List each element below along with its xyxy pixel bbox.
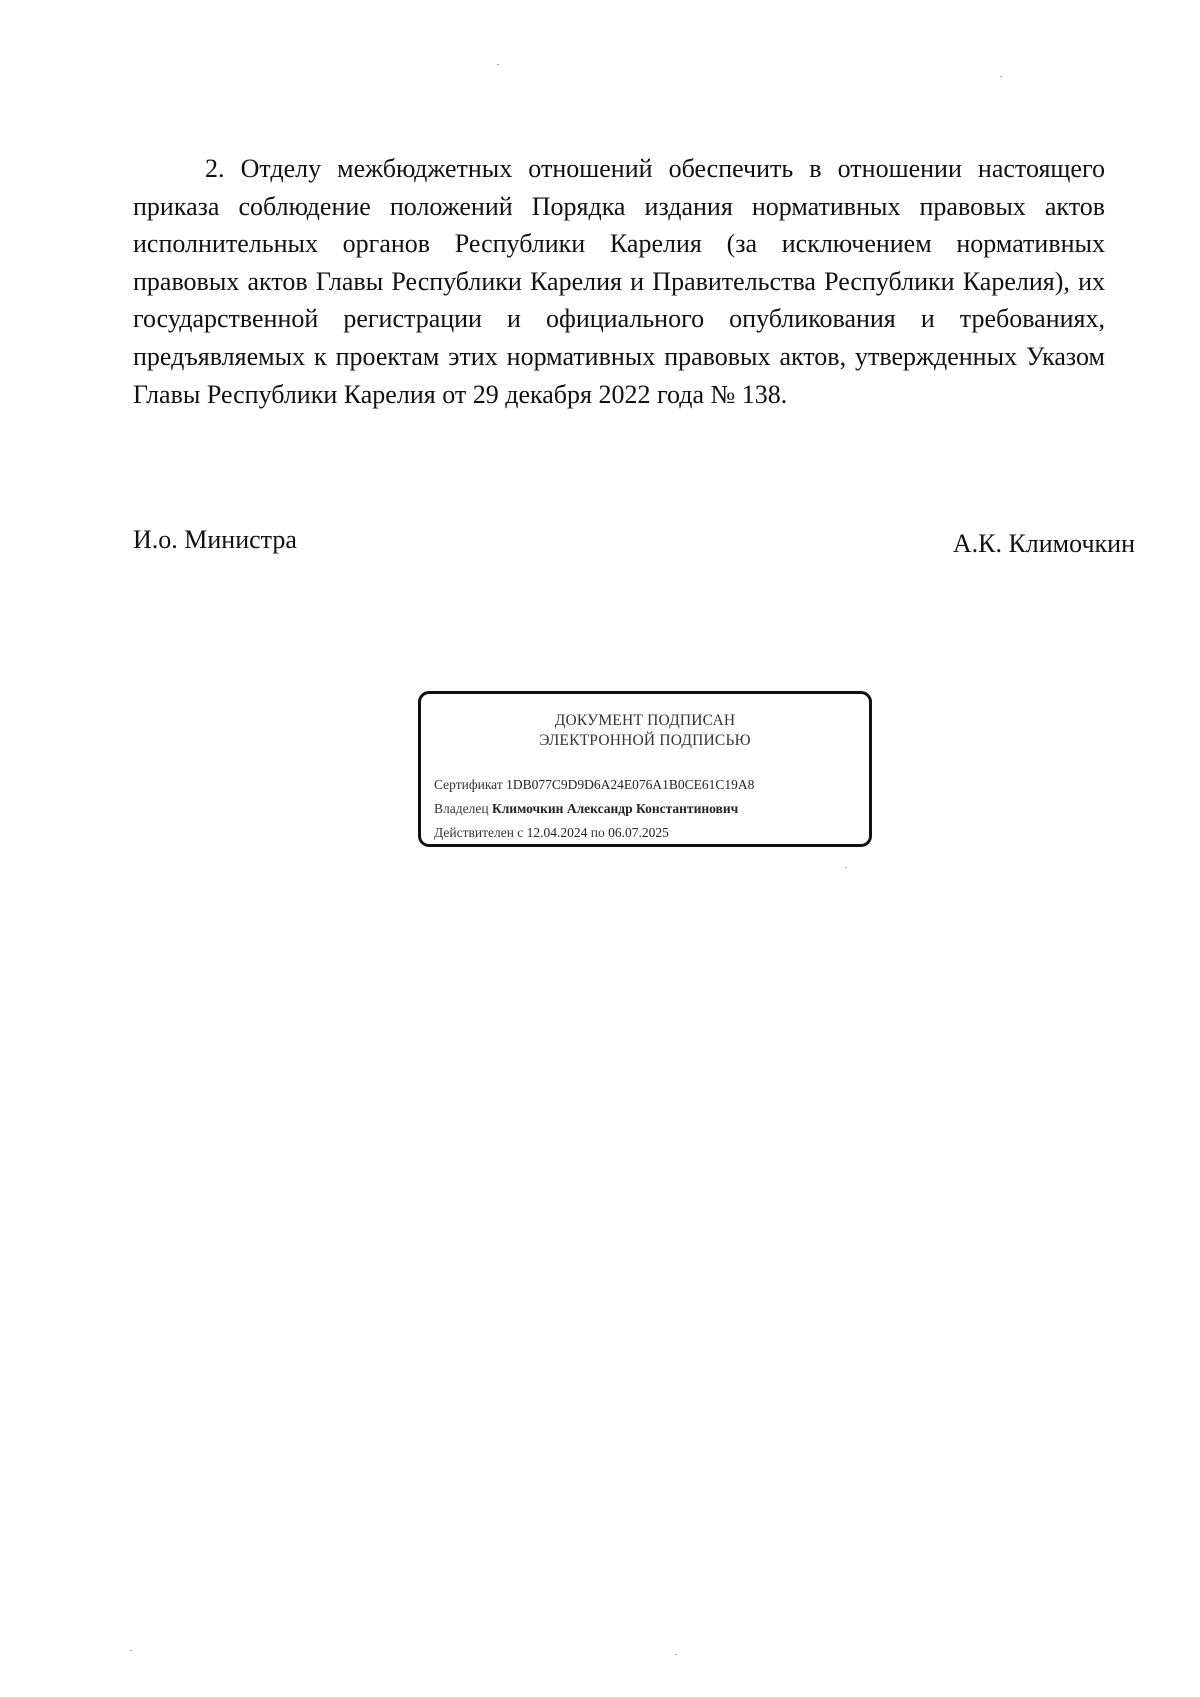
electronic-signature-stamp	[418, 691, 872, 847]
valid-label: Действителен с	[434, 825, 524, 840]
valid-to: 06.07.2025	[608, 825, 669, 840]
valid-from: 12.04.2024	[526, 825, 588, 840]
stamp-header-line-2: ЭЛЕКТРОННОЙ ПОДПИСЬЮ	[539, 732, 751, 749]
certificate-value: 1DB077C9D9D6A24E076A1B0CE61C19A8	[506, 777, 755, 792]
owner-line	[434, 797, 754, 821]
position-title: И.о. Министра	[133, 525, 297, 554]
scan-speck	[675, 1654, 677, 1655]
scan-speck	[130, 1650, 132, 1651]
stamp-header-line-1: ДОКУМЕНТ ПОДПИСАН	[554, 712, 736, 729]
stamp-header	[421, 711, 869, 751]
scan-speck	[1000, 76, 1002, 77]
owner-label: Владелец	[434, 801, 489, 816]
certificate-line	[434, 773, 754, 797]
signer-name: А.К. Климочкин	[952, 529, 1135, 558]
stamp-details	[434, 773, 754, 845]
scan-speck	[497, 64, 499, 65]
scan-speck	[845, 867, 847, 868]
valid-to-label: по	[590, 825, 605, 840]
certificate-label: Сертификат	[434, 777, 503, 792]
owner-value: Климочкин Александр Константинович	[491, 801, 739, 816]
validity-line	[434, 821, 754, 845]
body-paragraph: 2. Отделу межбюджетных отношений обеспечить в отношении настоящего приказа соблюдение положений Порядка издания нормативных правовых актов исполнительных органов Республики Карелия (за исключением нормативных правовых актов Главы Республики Карелия и Правительства Республики Карелия), их государственной регистрации и официального опубликования и требованиях, предъявляемых к проектам этих нормативных правовых актов, утвержденных Указом Главы Республики Карелия от 29 декабря 2022 года № 138.	[133, 154, 1105, 409]
